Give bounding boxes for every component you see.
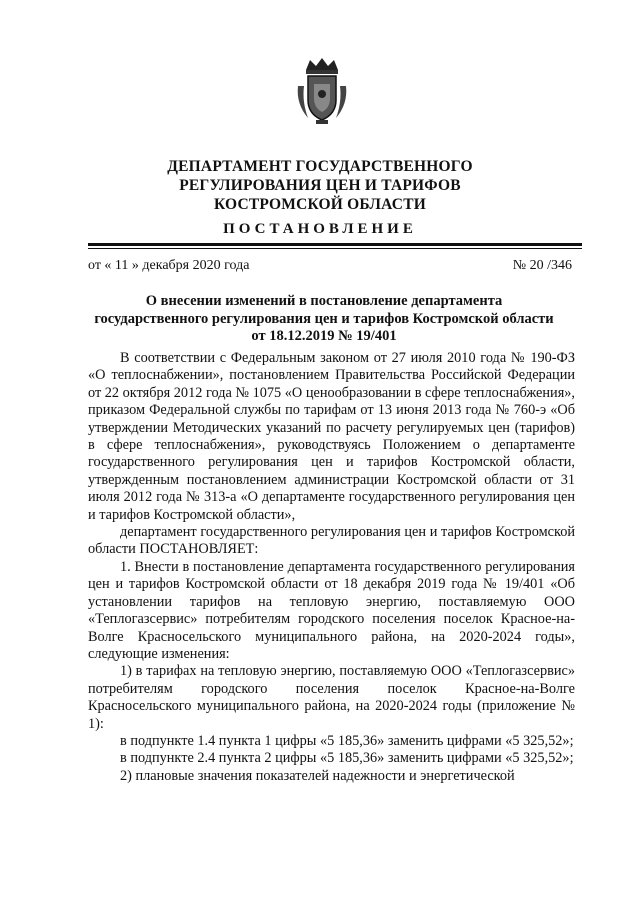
document-title bbox=[60, 293, 588, 346]
paragraph-subitem-1: 1) в тарифах на тепловую энергию, поставляемую ООО «Теплогазсервис» потребителям городского поселения поселок Красное-на-Волге Красносельского муниципального района, на 2020-2024 годы (приложение № 1): bbox=[88, 663, 575, 732]
department-name-line-1: ДЕПАРТАМЕНТ ГОСУДАРСТВЕННОГО bbox=[167, 158, 473, 175]
document-type-heading: ПОСТАНОВЛЕНИЕ bbox=[223, 221, 417, 237]
paragraph-subitem-2: 2) плановые значения показателей надежности и энергетической bbox=[120, 767, 515, 784]
paragraph-subpoint-2-4: в подпункте 2.4 пункта 2 цифры «5 185,36» заменить цифрами «5 325,52»; bbox=[120, 750, 574, 767]
header-rule-thin bbox=[88, 248, 582, 249]
document-number: № 20 /346 bbox=[512, 258, 572, 273]
coat-of-arms-icon bbox=[296, 56, 348, 126]
document-title-line-3: от 18.12.2019 № 19/401 bbox=[251, 328, 397, 344]
document-date: от « 11 » декабря 2020 года bbox=[88, 258, 250, 273]
department-name-line-2: РЕГУЛИРОВАНИЯ ЦЕН И ТАРИФОВ bbox=[179, 177, 461, 194]
header-rule-thick bbox=[88, 243, 582, 246]
paragraph-subpoint-1-4: в подпункте 1.4 пункта 1 цифры «5 185,36» заменить цифрами «5 325,52»; bbox=[120, 732, 574, 749]
document-title-line-2: государственного регулирования цен и тарифов Костромской области bbox=[94, 310, 554, 327]
paragraph-preamble: В соответствии с Федеральным законом от 27 июля 2010 года № 190-ФЗ «О теплоснабжении», постановлением Правительства Российской Федерации от 22 октября 2012 года № 1075 «О ценообразовании в сфере теплоснабжения», приказом Федеральной службы по тарифам от 13 июня 2013 года № 760-э «Об утверждении Методических указаний по расчету регулируемых цен (тарифов) в сфере теплоснабжения», руководствуясь Положением о департаменте государственного регулирования цен и тарифов Костромской области, утвержденным постановлением администрации Костромской области от 31 июля 2012 года № 313-а «О департаменте государственного регулирования цен и тарифов Костромской области», bbox=[88, 350, 575, 523]
paragraph-item-1: 1. Внести в постановление департамента государственного регулирования цен и тарифов Костромской области от 18 декабря 2019 года № 19/401 «Об установлении тарифов на тепловую энергию, поставляемую ООО «Теплогазсервис» потребителям городского поселения поселок Красное-на-Волге Красносельского муниципального района, на 2020-2024 годы», следующие изменения: bbox=[88, 558, 575, 662]
paragraph-resolves: департамент государственного регулирования цен и тарифов Костромской области ПОСТАНОВЛЯЕТ: bbox=[88, 524, 575, 558]
document-body bbox=[88, 350, 575, 785]
document-title-line-1: О внесении изменений в постановление департамента bbox=[145, 293, 503, 309]
department-name-line-3: КОСТРОМСКОЙ ОБЛАСТИ bbox=[213, 196, 426, 213]
